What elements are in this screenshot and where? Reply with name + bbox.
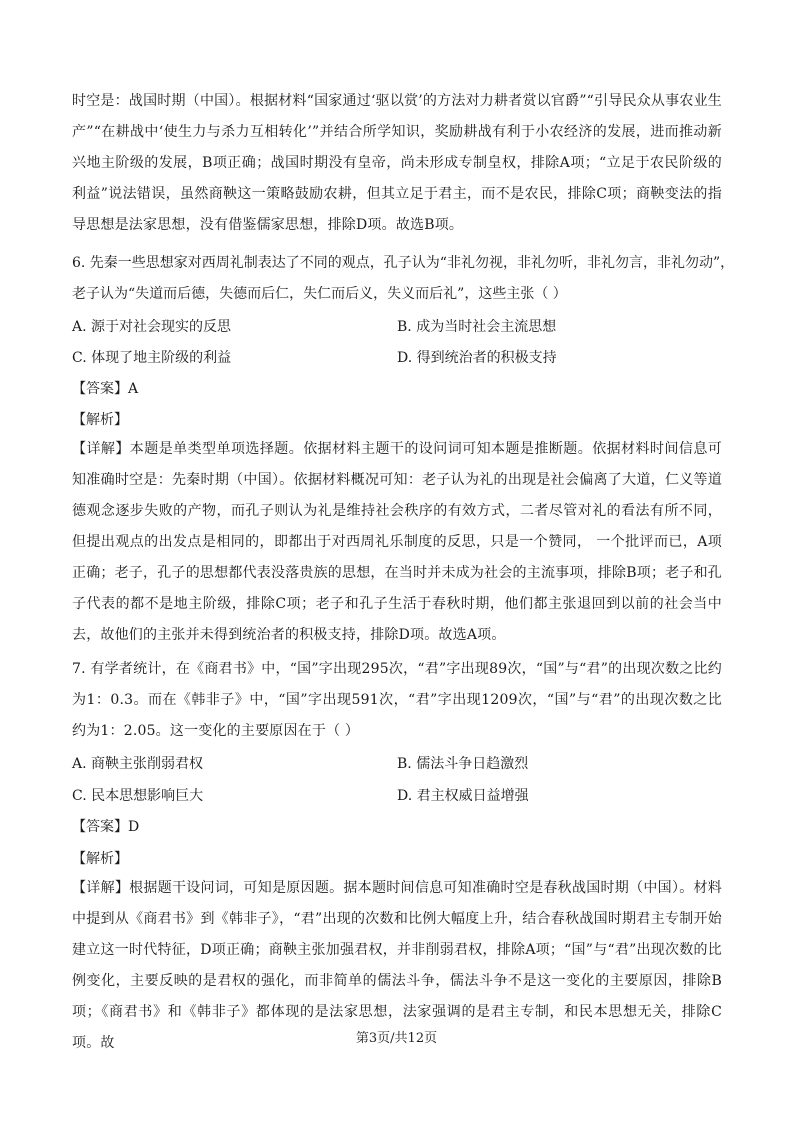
q7-answer: 【答案】D bbox=[72, 819, 140, 835]
q7-option-c: C. 民本思想影响巨大 bbox=[72, 788, 204, 804]
q7-stem: 7. 有学者统计，在《商君书》中，“国”字出现295次，“君”字出现89次，“国”与“君”的出现次数之比约为1：0.3。而在《韩非子》中，“国”字出现591次，“君”字出现1209次，“国”与“君”的出现次数之比约为1：2.05。这一变化的主要原因在于（ ） bbox=[72, 661, 722, 739]
q7-analysis-label: 【解析】 bbox=[72, 851, 128, 867]
q6-option-a: A. 源于对社会现实的反思 bbox=[72, 319, 232, 335]
q6-stem-line1: 6. 先秦一些思想家对西周礼制表达了不同的观点，孔子认为“非礼勿视，非礼勿听，非礼勿言，非礼勿动”， bbox=[72, 255, 735, 271]
q7-option-d: D. 君主权威日益增强 bbox=[397, 788, 529, 804]
q6-stem-line2: 老子认为“失道而后德，失德而后仁，失仁而后义，失义而后礼”，这些主张（ ） bbox=[72, 286, 567, 302]
page-number-footer: 第3页/共12页 bbox=[355, 1031, 438, 1046]
q6-answer: 【答案】A bbox=[72, 381, 139, 397]
q6-analysis-label: 【解析】 bbox=[72, 412, 128, 428]
q7-option-a: A. 商鞅主张削弱君权 bbox=[72, 756, 204, 772]
q6-detail-paragraph: 【详解】本题是单类型单项选择题。依据材料主题干的设问词可知本题是推断题。依据材料时间信息可知准确时空是：先秦时期（中国）。依据材料概况可知：老子认为礼的出现是社会偏离了大道，仁义等道德观念逐步失败的产物，而孔子则认为礼是维持社会秩序的有效方式，二者尽管对礼的看法有所不同，但提出观点的出发点是相同的，即都出于对西周礼乐制度的反思，只是一个赞同， 一个批评而已，A项正确；老子，孔子的思想都代表没落贵族的思想，在当时并未成为社会的主流事项，排除B项；老子和孔子代表的都不是地主阶级，排除C项；老子和孔子生活于春秋时期，他们都主张退回到以前的社会当中去，故他们的主张并未得到统治者的积极支持，排除D项。故选A项。 bbox=[72, 441, 722, 643]
intro-analysis-paragraph: 时空是：战国时期（中国）。根据材料“国家通过‘驱以赏’的方法对力耕者赏以官爵”“引导民众从事农业生产”“在耕战中‘使生力与杀力互相转化’”并结合所学知识，奖励耕战有利于小农经济的发展，进而推动新兴地主阶级的发展，B项正确；战国时期没有皇帝，尚未形成专制皇权，排除A项；“立足于农民阶级的利益”说法错误，虽然商鞅这一策略鼓励农耕，但其立足于君主，而不是农民，排除C项；商鞅变法的指导思想是法家思想，没有借鉴儒家思想，排除D项。故选B项。 bbox=[72, 93, 722, 233]
q6-option-b: B. 成为当时社会主流思想 bbox=[397, 319, 557, 335]
q6-option-d: D. 得到统治者的积极支持 bbox=[397, 350, 557, 366]
q7-detail-paragraph: 【详解】根据题干设问词，可知是原因题。据本题时间信息可知准确时空是春秋战国时期（中国）。材料中提到从《商君书》到《韩非子》，“君”出现的次数和比例大幅度上升，结合春秋战国时期君主专制开始建立这一时代特征，D项正确；商鞅主张加强君权，并非削弱君权，排除A项；“国”与“君”出现次数的比例变化，主要反映的是君权的强化，而非简单的儒法斗争，儒法斗争不是这一变化的主要原因，排除B项；《商君书》和《韩非子》都体现的是法家思想，法家强调的是君主专制，和民本思想无关，排除C项。故 bbox=[72, 880, 722, 1051]
q7-option-b: B. 儒法斗争日趋激烈 bbox=[397, 756, 529, 772]
q6-option-c: C. 体现了地主阶级的利益 bbox=[72, 350, 232, 366]
